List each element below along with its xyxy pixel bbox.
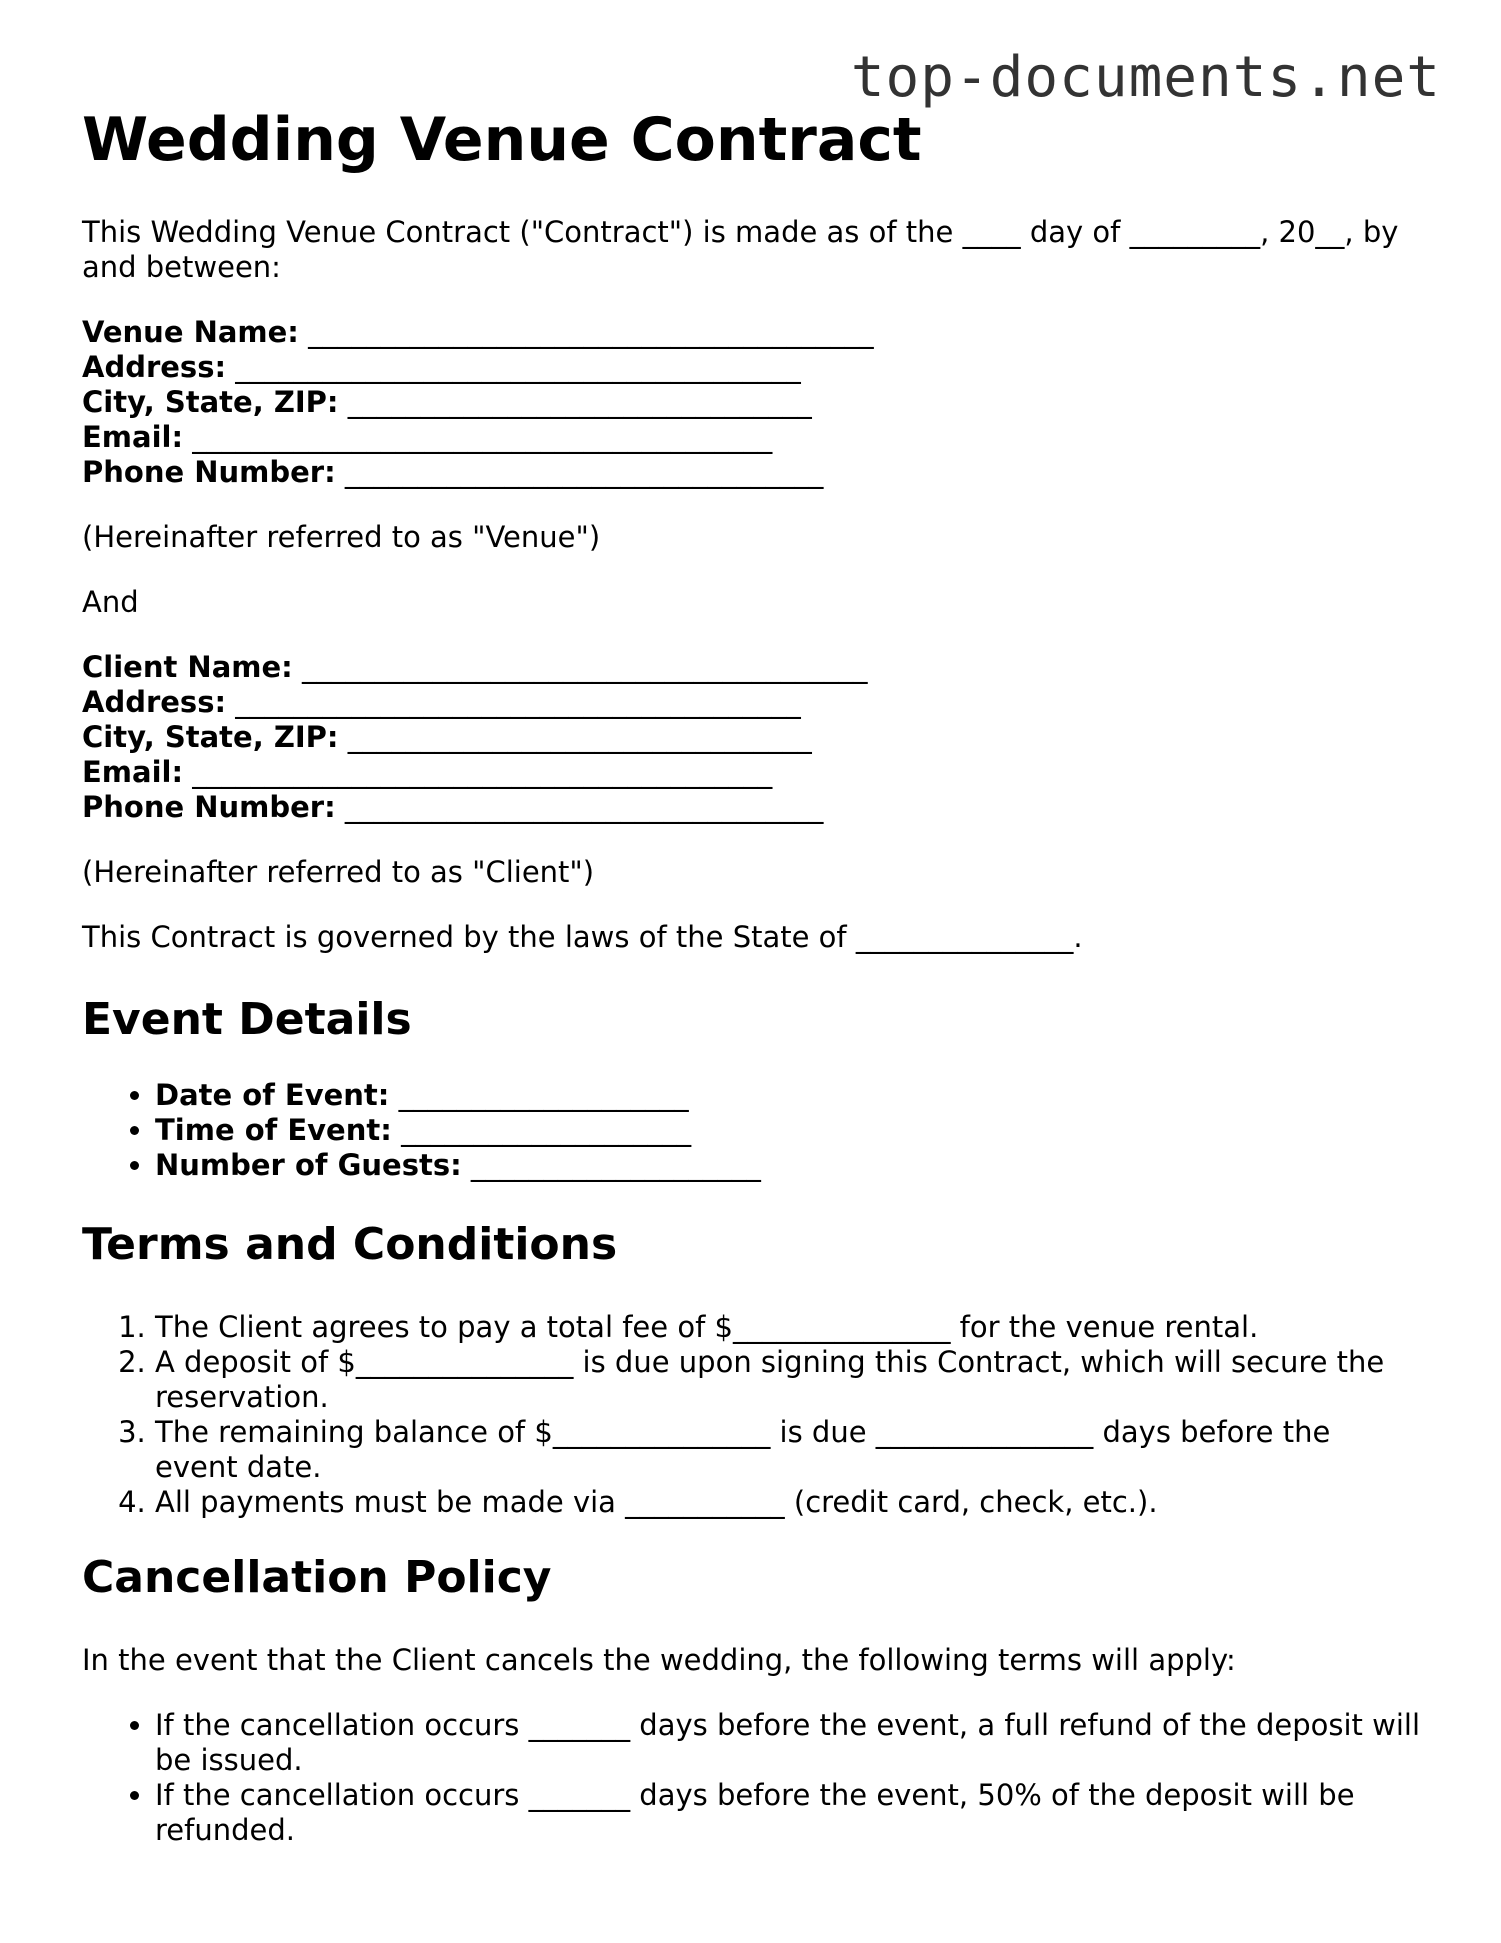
guest-count-blank: ____________________ xyxy=(470,1148,761,1182)
cancellation-list xyxy=(82,1708,1422,1848)
cancellation-intro: In the event that the Client cancels the wedding, the following terms will apply: xyxy=(82,1643,1236,1677)
client-city-label: City, State, ZIP: xyxy=(82,720,339,754)
venue-name-line xyxy=(82,315,1422,350)
terms-list xyxy=(82,1310,1422,1520)
client-email-line xyxy=(82,755,1422,790)
venue-email-line xyxy=(82,420,1422,455)
venue-email-blank: ________________________________________ xyxy=(192,420,773,454)
venue-details xyxy=(82,315,1422,490)
list-item: • If the cancellation occurs _______ days before the event, a full refund of the deposit will be issued. xyxy=(155,1708,1422,1778)
venue-phone-label: Phone Number: xyxy=(82,455,336,489)
event-details-heading: Event Details xyxy=(82,994,412,1045)
client-city-blank: ________________________________ xyxy=(347,720,812,754)
list-item: 4. All payments must be made via ___________ (credit card, check, etc.). xyxy=(155,1485,1422,1520)
venue-reference: (Hereinafter referred to as "Venue") xyxy=(82,520,601,554)
client-phone-line xyxy=(82,790,1422,825)
client-address-line xyxy=(82,685,1422,720)
event-details-list xyxy=(82,1078,1422,1183)
document-title: Wedding Venue Contract xyxy=(82,105,922,175)
venue-city-label: City, State, ZIP: xyxy=(82,385,339,419)
client-name-blank: _______________________________________ xyxy=(301,650,868,684)
venue-city-line xyxy=(82,385,1422,420)
event-date-label: Date of Event: xyxy=(155,1078,390,1112)
cancellation-heading: Cancellation Policy xyxy=(82,1552,552,1603)
client-address-blank: _______________________________________ xyxy=(235,685,801,719)
venue-name-label: Venue Name: xyxy=(82,315,299,349)
list-item xyxy=(155,1113,1422,1148)
client-phone-label: Phone Number: xyxy=(82,790,336,824)
client-reference: (Hereinafter referred to as "Client") xyxy=(82,855,595,889)
venue-address-label: Address: xyxy=(82,350,227,384)
intro-paragraph: This Wedding Venue Contract ("Contract") is made as of the ____ day of _________, 20__, by and between: xyxy=(82,215,1399,284)
client-phone-blank: _________________________________ xyxy=(344,790,824,824)
venue-address-line xyxy=(82,350,1422,385)
client-email-blank: ________________________________________ xyxy=(192,755,773,789)
event-time-blank: ____________________ xyxy=(401,1113,692,1147)
list-item: • If the cancellation occurs _______ days before the event, 50% of the deposit will be refunded. xyxy=(155,1778,1422,1848)
client-address-label: Address: xyxy=(82,685,227,719)
and-text: And xyxy=(82,585,139,619)
venue-phone-blank: _________________________________ xyxy=(344,455,824,489)
venue-city-blank: ________________________________ xyxy=(347,385,812,419)
client-city-line xyxy=(82,720,1422,755)
client-details xyxy=(82,650,1422,825)
venue-name-blank: _______________________________________ xyxy=(308,315,874,349)
client-email-label: Email: xyxy=(82,755,184,789)
event-date-blank: ____________________ xyxy=(398,1078,689,1112)
venue-email-label: Email: xyxy=(82,420,184,454)
list-item xyxy=(155,1078,1422,1113)
venue-address-blank: _______________________________________ xyxy=(235,350,801,384)
list-item: 3. The remaining balance of $_______________ is due _______________ days before the event date. xyxy=(155,1415,1422,1485)
terms-heading: Terms and Conditions xyxy=(82,1219,618,1270)
list-item: 1. The Client agrees to pay a total fee of $_______________ for the venue rental. xyxy=(155,1310,1422,1345)
client-name-label: Client Name: xyxy=(82,650,293,684)
list-item xyxy=(155,1148,1422,1183)
document-page xyxy=(82,100,1422,1848)
guest-count-label: Number of Guests: xyxy=(155,1148,462,1182)
watermark: top-documents.net xyxy=(850,45,1441,110)
client-name-line xyxy=(82,650,1422,685)
event-time-label: Time of Event: xyxy=(155,1113,392,1147)
venue-phone-line xyxy=(82,455,1422,490)
list-item: 2. A deposit of $_______________ is due upon signing this Contract, which will secure the reservation. xyxy=(155,1345,1422,1415)
governing-law: This Contract is governed by the laws of the State of _______________. xyxy=(82,920,1083,954)
